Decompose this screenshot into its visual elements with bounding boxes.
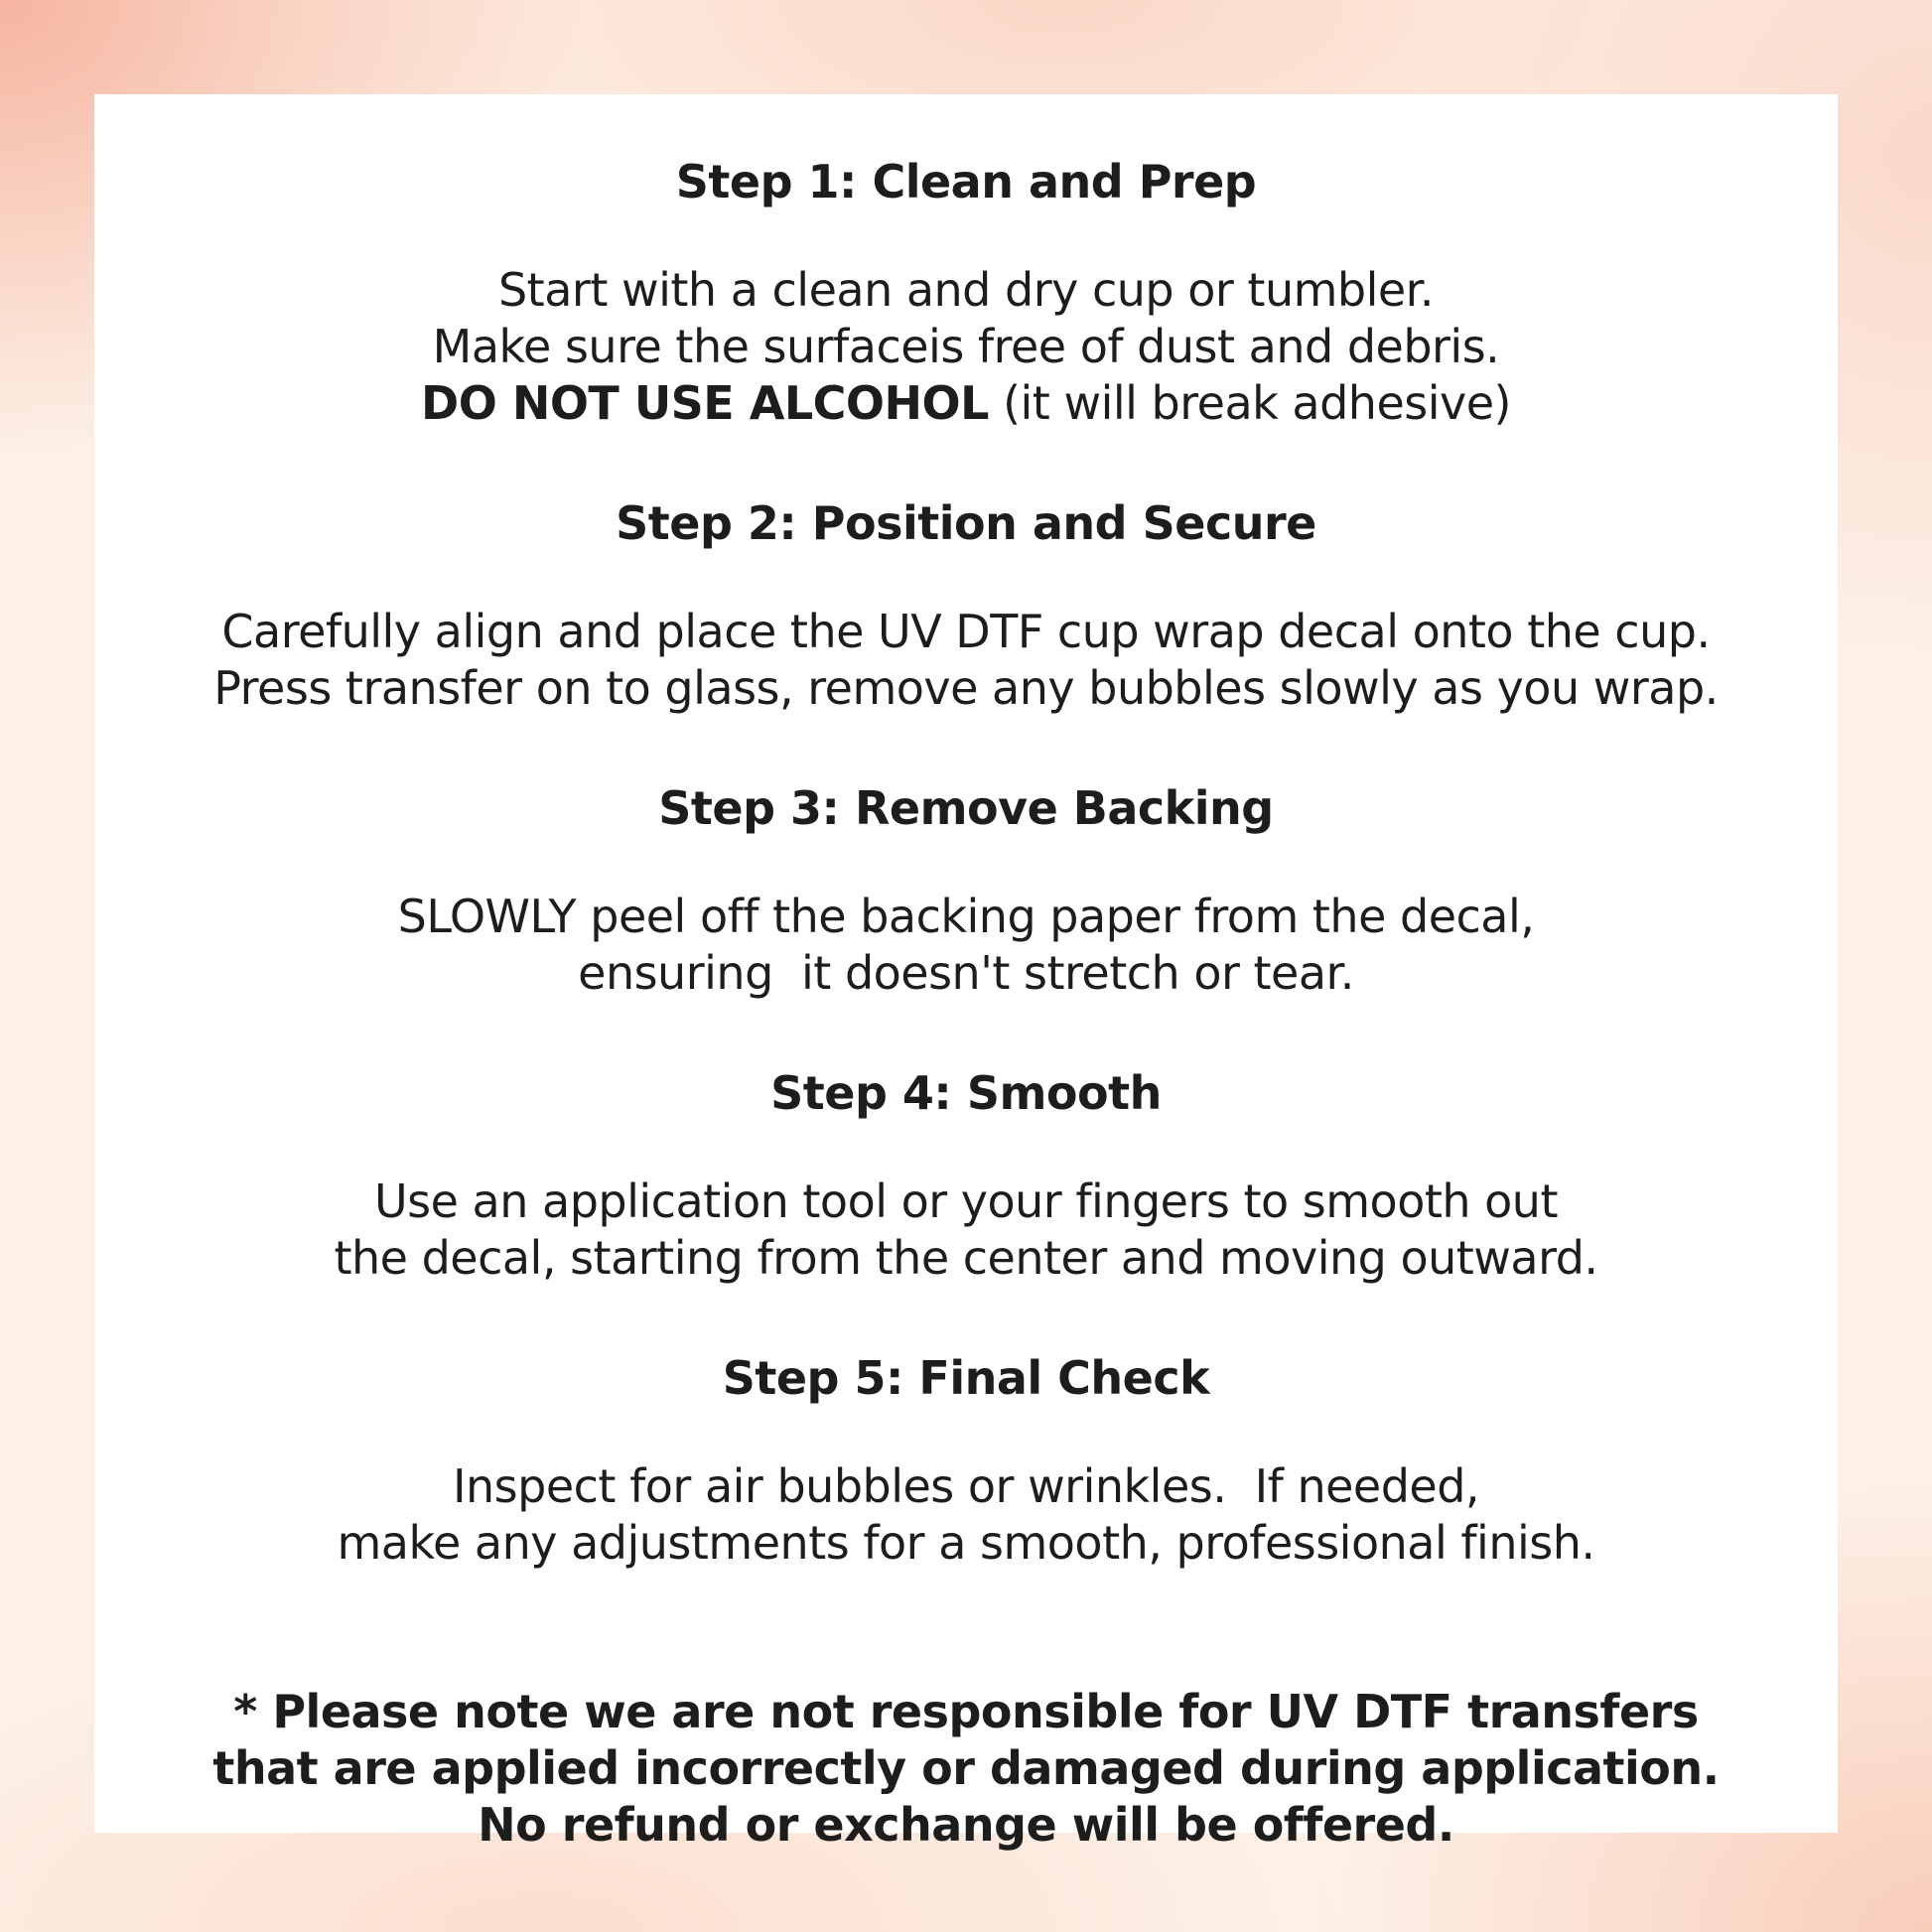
disclaimer-paragraph <box>212 1684 1719 1854</box>
step-4-line-2: the decal, starting from the center and moving outward. <box>334 1231 1598 1285</box>
step-3-line-1: SLOWLY peel off the backing paper from the decal, <box>397 890 1535 943</box>
step-1-paragraph <box>421 262 1511 432</box>
step-5-line-1: Inspect for air bubbles or wrinkles. If needed, <box>452 1459 1480 1513</box>
step-1-heading: Step 1: Clean and Prep <box>675 155 1257 208</box>
disclaimer-line-2: that are applied incorrectly or damaged during application. <box>212 1741 1720 1795</box>
disclaimer-line-1: * Please note we are not responsible for UV DTF transfers <box>233 1685 1699 1738</box>
alcohol-warning-regular-text: (it will break adhesive) <box>988 376 1511 430</box>
step-2-paragraph <box>213 604 1719 717</box>
step-5-paragraph <box>338 1458 1595 1572</box>
disclaimer-line-3: No refund or exchange will be offered. <box>478 1798 1454 1852</box>
step-1-warning-line <box>421 375 1511 432</box>
step-4-heading: Step 4: Smooth <box>770 1066 1162 1120</box>
step-5-line-2: make any adjustments for a smooth, professional finish. <box>337 1516 1595 1570</box>
instruction-content <box>94 94 1838 1852</box>
step-3-heading: Step 3: Remove Backing <box>658 781 1274 835</box>
step-5-heading: Step 5: Final Check <box>722 1351 1210 1405</box>
instruction-card <box>94 94 1838 1852</box>
step-1-line-1: Start with a clean and dry cup or tumbler. <box>497 263 1434 317</box>
step-1-line-2: Make sure the surfaceis free of dust and debris. <box>432 320 1500 373</box>
step-4-paragraph <box>334 1173 1597 1287</box>
step-2-line-1: Carefully align and place the UV DTF cup wrap decal onto the cup. <box>221 605 1711 658</box>
alcohol-warning-bold-text: DO NOT USE ALCOHOL <box>421 376 989 430</box>
step-2-line-2: Press transfer on to glass, remove any bubbles slowly as you wrap. <box>213 661 1719 715</box>
step-2-heading: Step 2: Position and Secure <box>616 496 1316 550</box>
step-3-paragraph <box>398 889 1535 1002</box>
step-3-line-2: ensuring it doesn't stretch or tear. <box>578 946 1354 1000</box>
step-4-line-1: Use an application tool or your fingers to smooth out <box>374 1174 1558 1228</box>
